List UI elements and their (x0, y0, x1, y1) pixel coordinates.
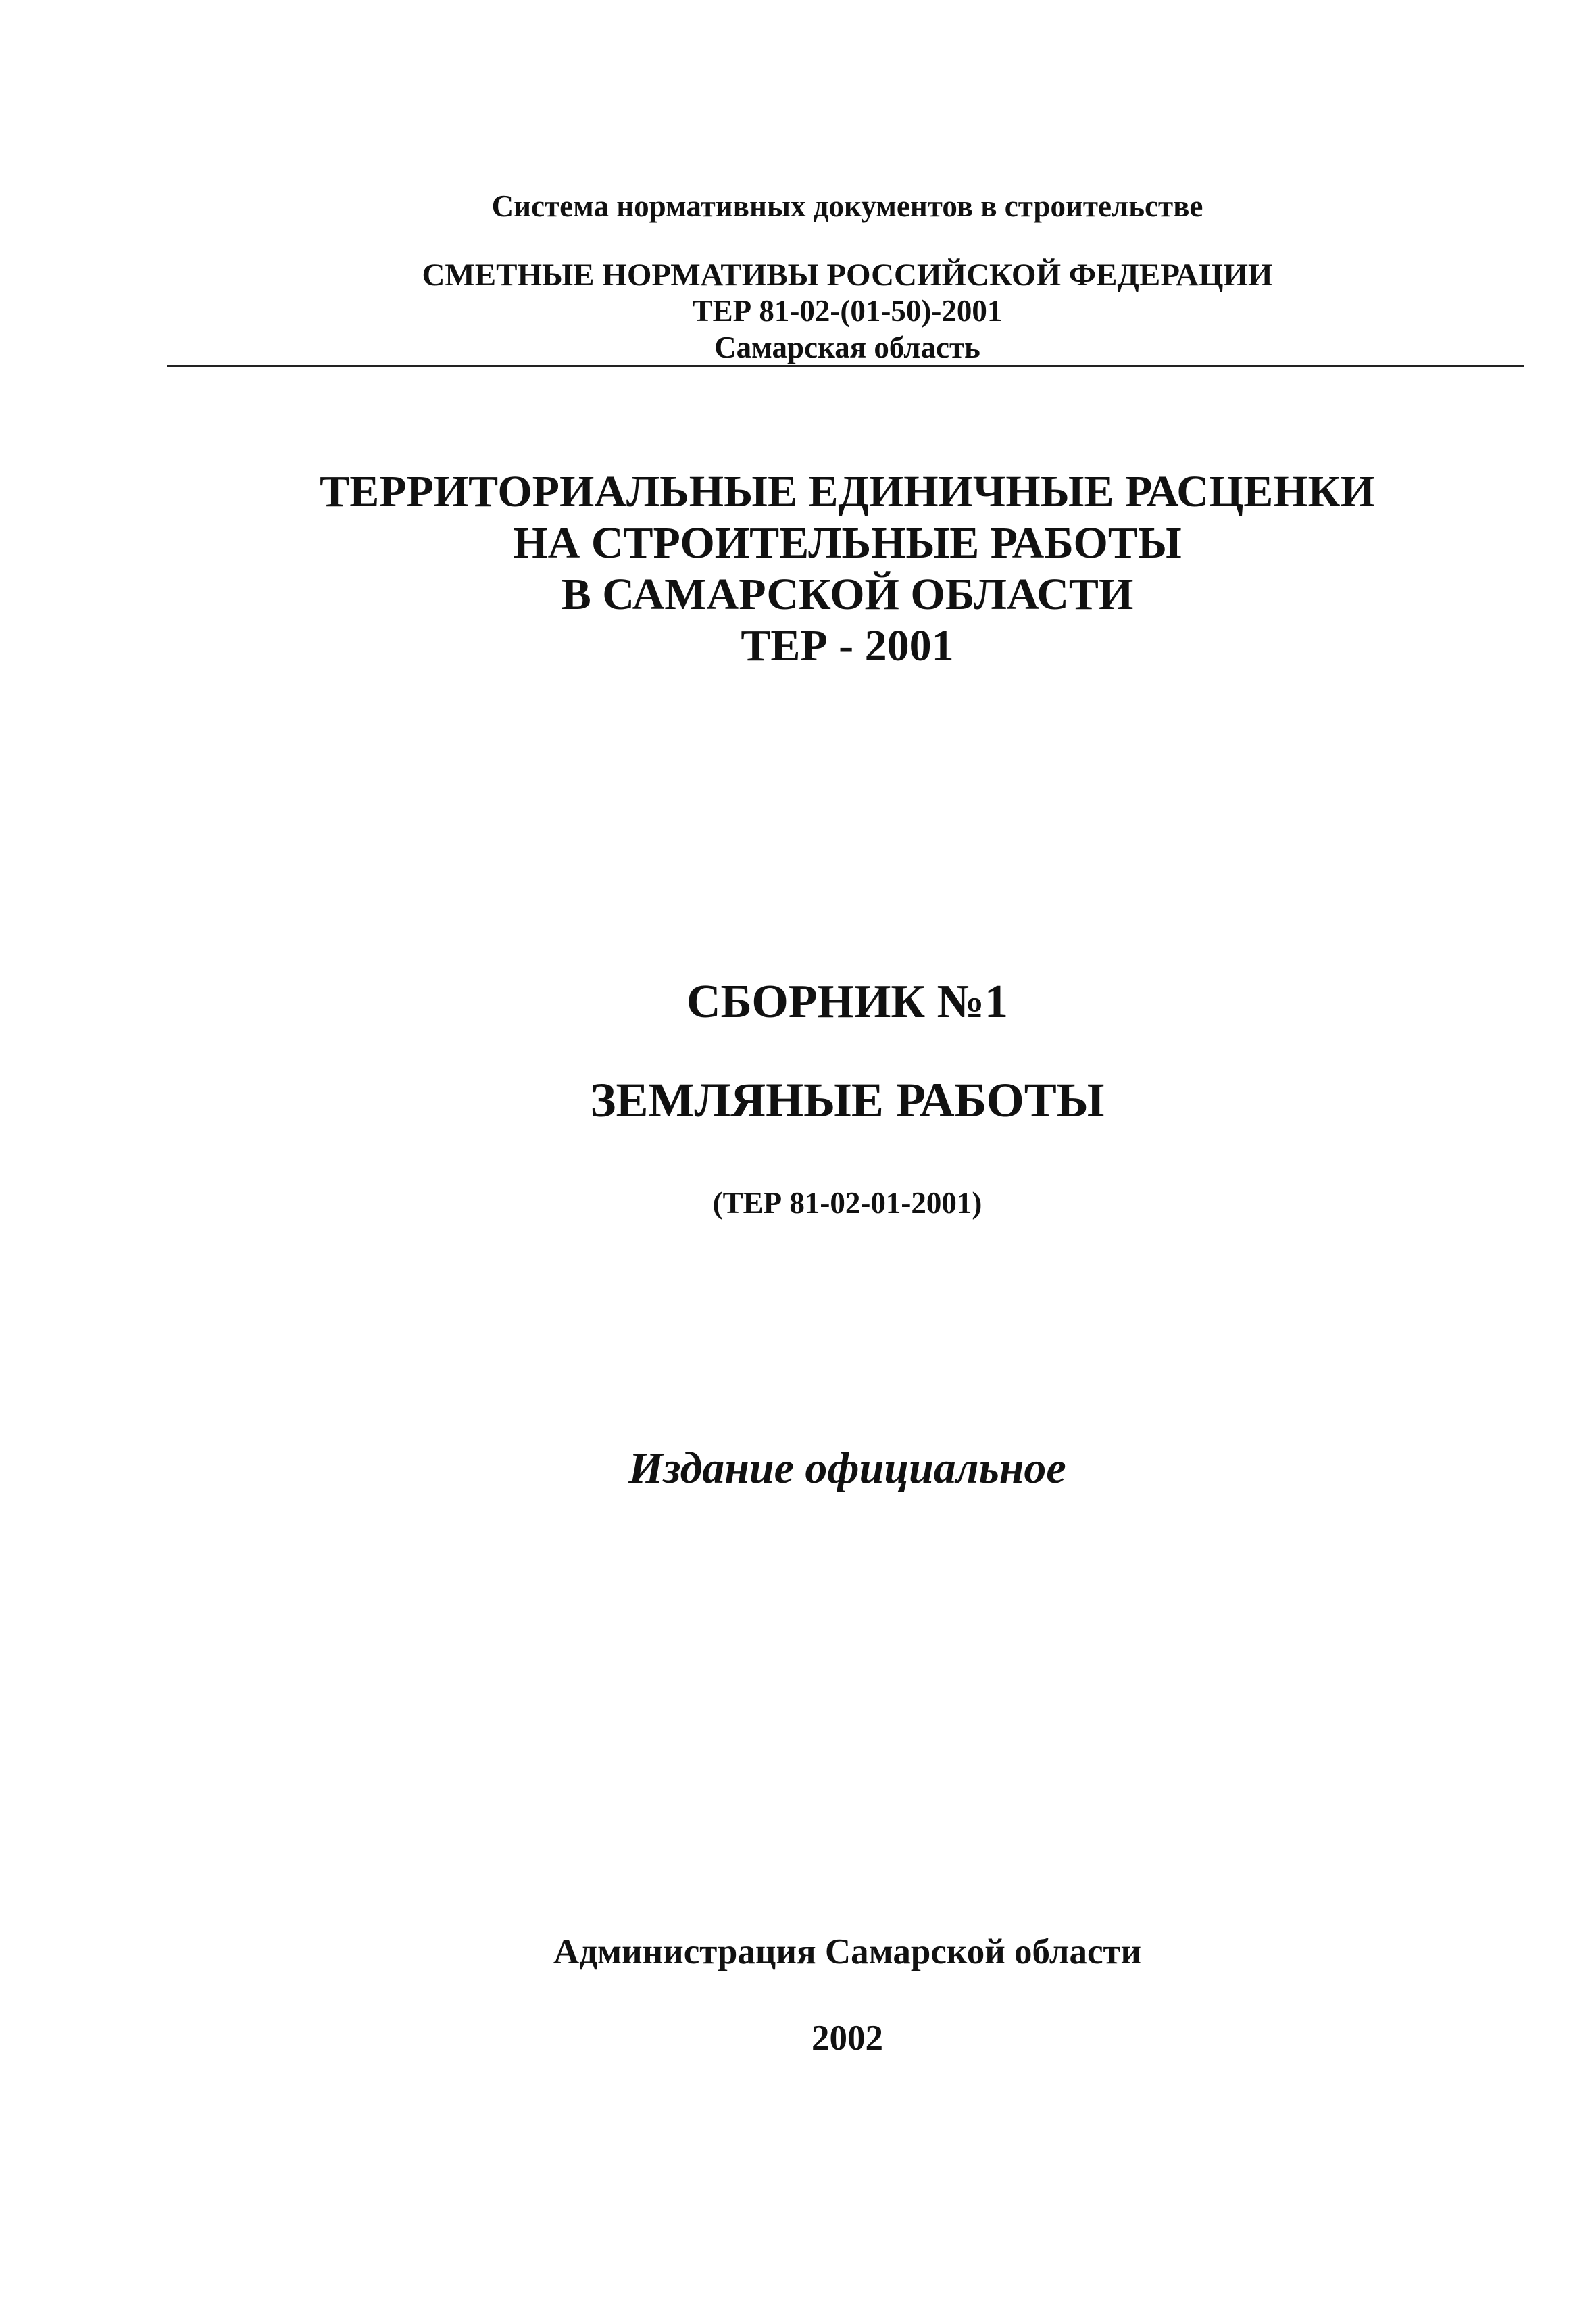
main-title (49, 466, 1596, 672)
title-line-4: ТЕР - 2001 (741, 621, 954, 670)
collection-subject: ЗЕМЛЯНЫЕ РАБОТЫ (590, 1073, 1105, 1127)
norms-heading: СМЕТНЫЕ НОРМАТИВЫ РОССИЙСКОЙ ФЕДЕРАЦИИ (422, 257, 1273, 293)
collection-number: СБОРНИК №1 (686, 976, 1009, 1028)
title-line-2: НА СТРОИТЕЛЬНЫЕ РАБОТЫ (513, 518, 1182, 568)
title-line-3: В САМАРСКОЙ ОБЛАСТИ (561, 570, 1134, 619)
edition-label: Издание официальное (628, 1444, 1066, 1493)
region-name: Самарская область (714, 330, 980, 364)
document-series: Система нормативных документов в строительстве (491, 189, 1203, 223)
title-line-1: ТЕРРИТОРИАЛЬНЫЕ ЕДИНИЧНЫЕ РАСЦЕНКИ (320, 467, 1375, 516)
collection-reference: (ТЕР 81-02-01-2001) (712, 1186, 982, 1220)
header-divider (167, 365, 1524, 367)
document-code: ТЕР 81-02-(01-50)-2001 (692, 294, 1003, 328)
publication-year: 2002 (812, 2019, 883, 2058)
publisher: Администрация Самарской области (553, 1932, 1142, 1971)
